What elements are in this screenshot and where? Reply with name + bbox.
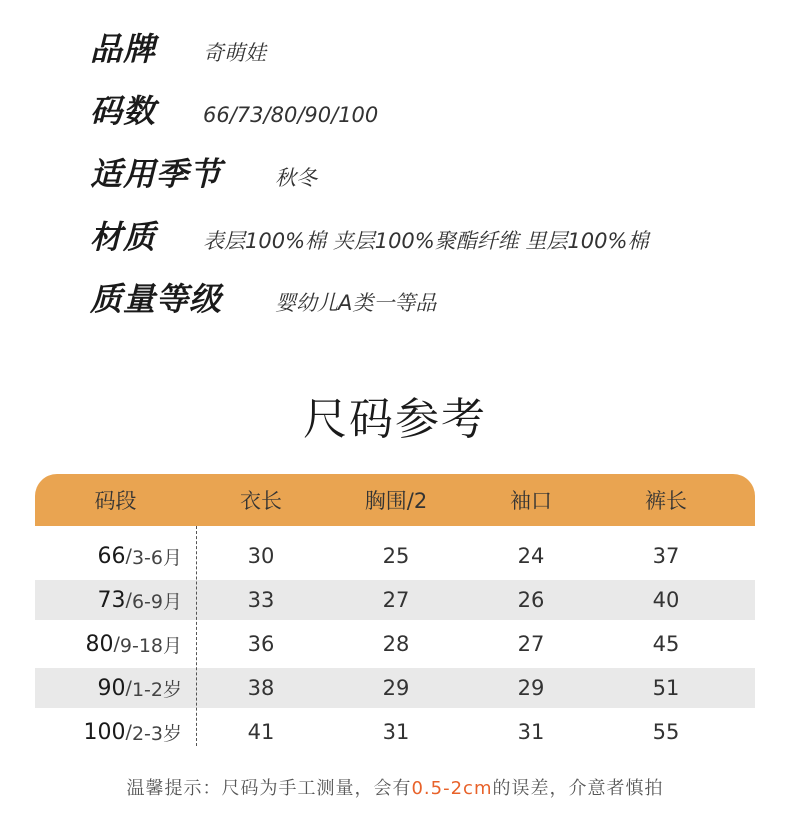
table-cell: 40 [652, 588, 680, 612]
table-cell: 27 [517, 632, 545, 656]
table-cell: 45 [652, 632, 680, 656]
info-value: 秋冬 [275, 166, 317, 190]
info-label: 码数 [90, 92, 157, 130]
table-cell: 24 [517, 544, 545, 568]
size-cell: 100 / 2-3岁 [83, 719, 182, 745]
size-cell: 90 / 1-2岁 [97, 675, 182, 701]
table-row [35, 668, 755, 708]
table-cell: 30 [247, 544, 275, 568]
table-row [35, 712, 755, 752]
size-age: 6-9月 [131, 590, 182, 613]
size-code: 66 [97, 543, 126, 569]
info-label: 质量等级 [90, 280, 223, 318]
note-suffix: 的误差，介意者慎拍 [492, 778, 664, 799]
table-row [35, 536, 755, 576]
column-header: 胸围/2 [364, 489, 428, 513]
size-age: 3-6月 [131, 546, 182, 569]
table-cell: 33 [247, 588, 275, 612]
size-code: 100 [83, 719, 126, 745]
column-header: 袖口 [510, 489, 552, 513]
table-cell: 26 [517, 588, 545, 612]
info-value: 婴幼儿A类一等品 [275, 291, 437, 315]
table-cell: 41 [247, 720, 275, 744]
column-header: 码段 [94, 489, 137, 513]
info-value: 66/73/80/90/100 [203, 103, 379, 127]
info-row-brand [0, 27, 790, 77]
table-cell: 37 [652, 544, 680, 568]
table-cell: 31 [382, 720, 410, 744]
table-cell: 38 [247, 676, 275, 700]
note-highlight: 0.5-2cm [411, 778, 493, 799]
info-row-season [0, 152, 790, 202]
info-row-quality [0, 277, 790, 327]
measurement-note [0, 774, 790, 804]
table-cell: 29 [517, 676, 545, 700]
info-label: 材质 [90, 218, 157, 256]
note-prefix: 温馨提示：尺码为手工测量，会有 [126, 778, 412, 799]
info-row-material [0, 215, 790, 265]
info-label: 品牌 [90, 30, 157, 68]
column-divider [196, 526, 197, 746]
table-cell: 27 [382, 588, 410, 612]
size-chart-title: 尺码参考 [303, 394, 487, 445]
size-cell: 66 / 3-6月 [97, 543, 182, 569]
table-cell: 28 [382, 632, 410, 656]
size-age: 1-2岁 [131, 678, 182, 701]
size-cell: 73 / 6-9月 [97, 587, 182, 613]
table-row [35, 624, 755, 664]
size-age: 9-18月 [119, 634, 182, 657]
size-cell: 80 / 9-18月 [85, 631, 182, 657]
table-cell: 55 [652, 720, 680, 744]
size-table [35, 474, 755, 752]
info-value: 奇萌娃 [203, 41, 266, 65]
size-age: 2-3岁 [131, 722, 182, 745]
table-cell: 29 [382, 676, 410, 700]
table-cell: 31 [517, 720, 545, 744]
info-label: 适用季节 [90, 155, 223, 193]
column-header: 衣长 [240, 489, 282, 513]
size-code: 90 [97, 675, 126, 701]
info-row-sizes [0, 89, 790, 139]
table-cell: 25 [382, 544, 410, 568]
table-row [35, 580, 755, 620]
column-header: 裤长 [645, 489, 687, 513]
info-value: 表层100%棉 夹层100%聚酯纤维 里层100%棉 [203, 229, 649, 253]
table-cell: 51 [652, 676, 680, 700]
size-code: 73 [97, 587, 126, 613]
table-cell: 36 [247, 632, 275, 656]
size-code: 80 [85, 631, 114, 657]
table-header [35, 474, 755, 526]
